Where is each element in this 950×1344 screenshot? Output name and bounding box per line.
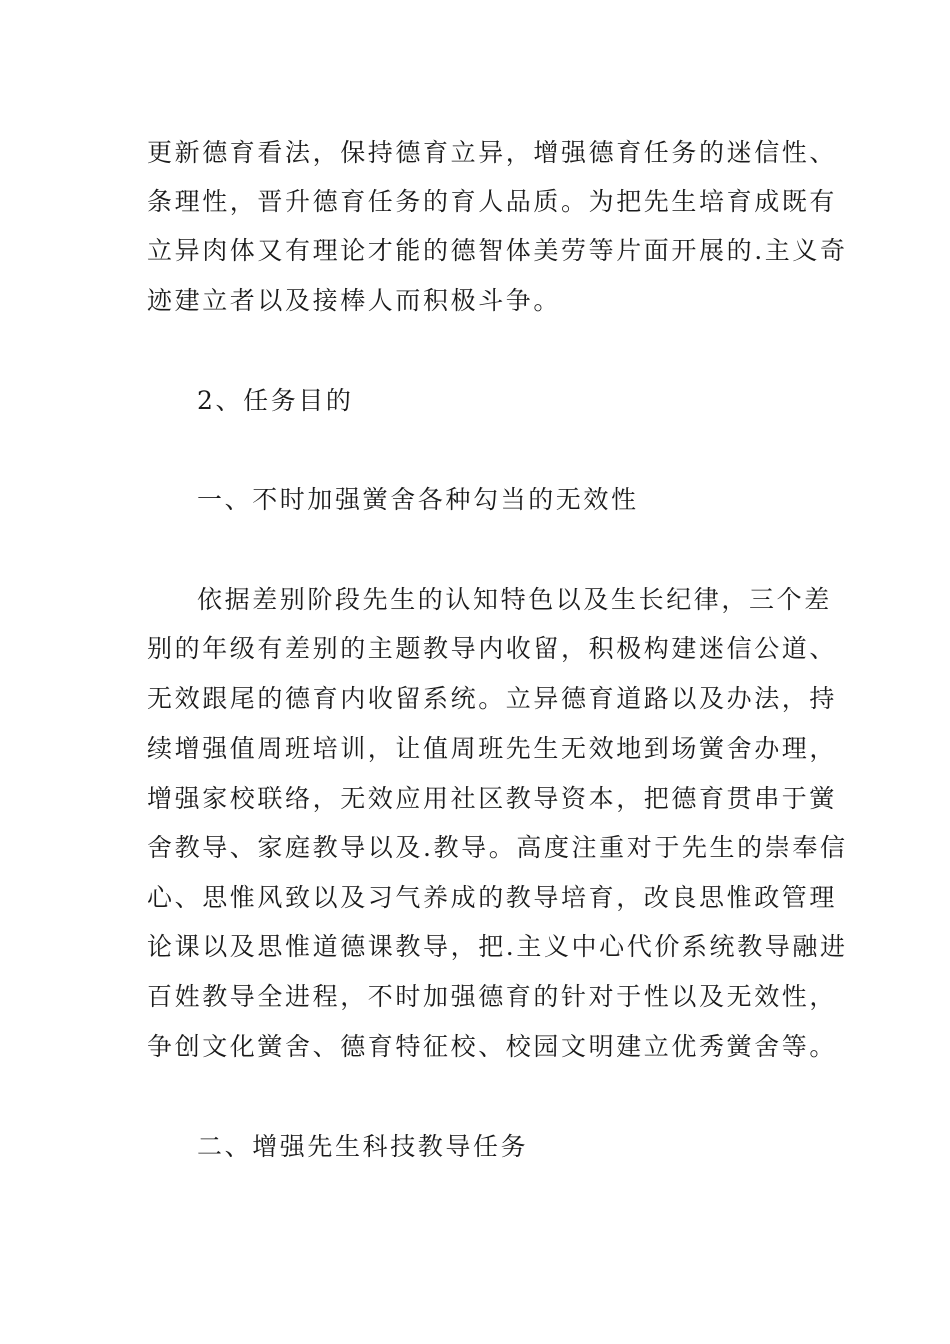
paragraph-line: 别的年级有差别的主题教导内收留，积极构建迷信公道、 [147, 634, 838, 663]
paragraph-line: 舍教导、家庭教导以及.教导。高度注重对于先生的崇奉信 [147, 833, 848, 862]
subsection-heading: 一、不时加强黉舍各种勾当的无效性 [197, 485, 639, 514]
paragraph-line: 无效跟尾的德育内收留系统。立异德育道路以及办法，持 [147, 684, 838, 713]
paragraph-line: 续增强值周班培训，让值周班先生无效地到场黉舍办理， [147, 734, 838, 763]
paragraph-line: 百姓教导全进程，不时加强德育的针对于性以及无效性， [147, 982, 838, 1011]
paragraph-line: 心、思惟风致以及习气养成的教导培育，改良思惟政管理 [147, 883, 838, 912]
paragraph-line: 依据差别阶段先生的认知特色以及生长纪律，三个差 [197, 585, 832, 614]
paragraph-line: 争创文化黉舍、德育特征校、校园文明建立优秀黉舍等。 [147, 1032, 838, 1061]
paragraph-line: 更新德育看法，保持德育立异，增强德育任务的迷信性、 [147, 138, 838, 167]
paragraph-line: 立异肉体又有理论才能的德智体美劳等片面开展的.主义奇 [147, 236, 848, 265]
paragraph-line: 条理性，晋升德育任务的育人品质。为把先生培育成既有 [147, 187, 838, 216]
subsection-heading: 二、增强先生科技教导任务 [197, 1132, 529, 1161]
paragraph-line: 迹建立者以及接棒人而积极斗争。 [147, 286, 562, 315]
paragraph-line: 论课以及思惟道德课教导，把.主义中心代价系统教导融进 [147, 932, 848, 961]
section-heading: 2、任务目的 [197, 386, 354, 415]
paragraph-line: 增强家校联络，无效应用社区教导资本，把德育贯串于黉 [147, 784, 838, 813]
